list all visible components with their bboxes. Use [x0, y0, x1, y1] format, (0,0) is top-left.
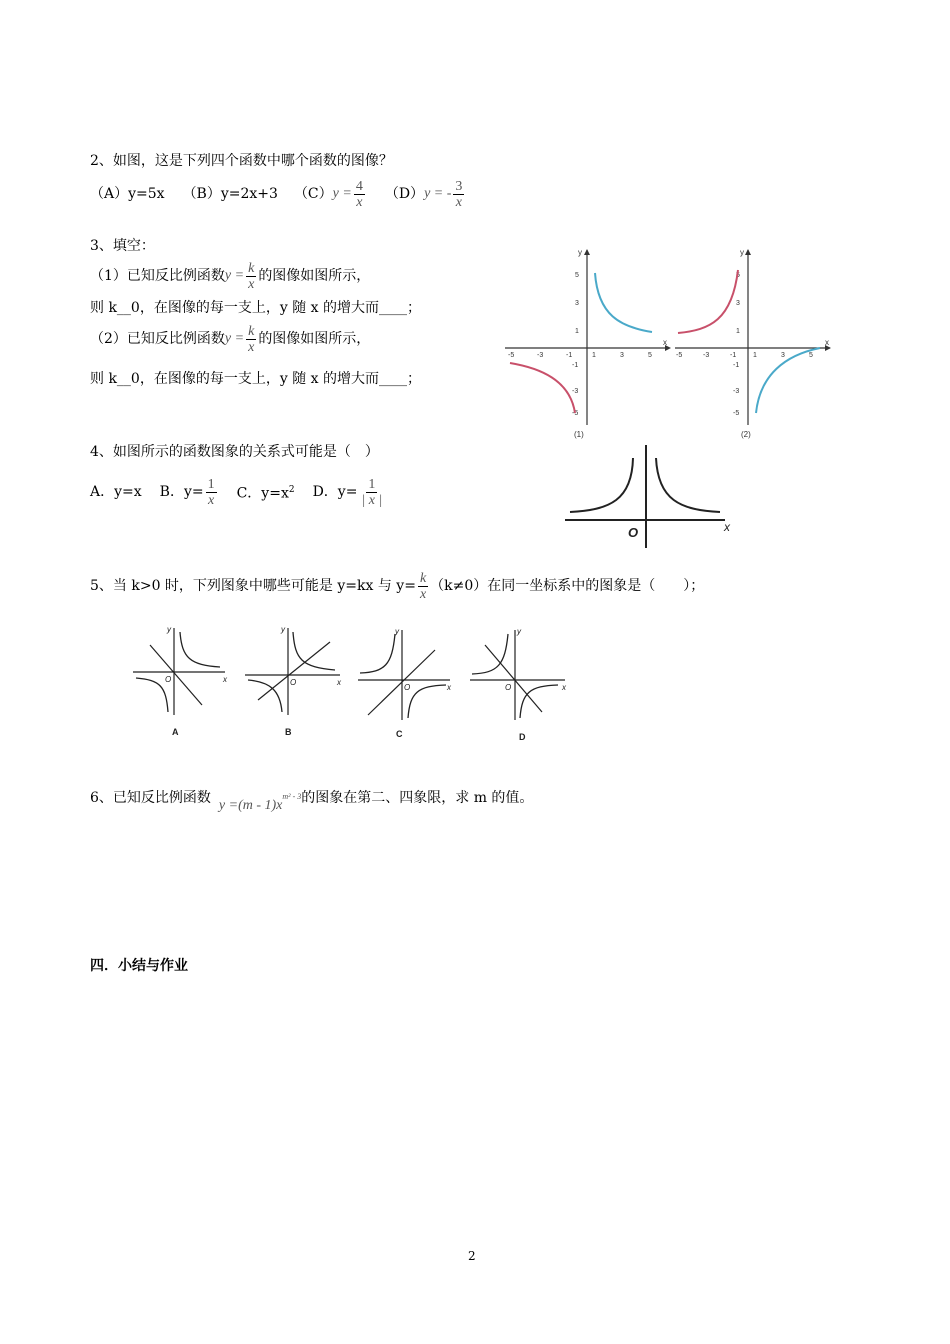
q2-options: [90, 172, 466, 216]
q5d-y-label: y: [517, 627, 521, 636]
q5d-label: D: [519, 732, 526, 742]
q4-x-label: x: [724, 520, 730, 534]
q5-stem: [90, 564, 704, 608]
q4-option-b: B．y=: [159, 484, 204, 500]
q5b-hyperbola-q1: [293, 632, 335, 670]
graph1-xtick-m1: -1: [566, 352, 573, 359]
q4-curve-right: [656, 458, 720, 512]
q3-graph-2: [675, 248, 831, 439]
q5b-line: [258, 642, 330, 700]
q5d-origin: O: [505, 683, 512, 692]
q2-stem: 2、如图，这是下列四个函数中哪个函数的图像？: [90, 153, 393, 169]
q5c-label: C: [396, 729, 403, 739]
graph1-curve-q1: [595, 273, 652, 332]
q5-graphs-figure: [130, 620, 580, 745]
q3-part2-lhs: y =: [224, 331, 245, 346]
q4-origin-label: O: [628, 525, 639, 540]
q5d-hyperbola-q4: [520, 685, 558, 718]
q3-part2-post: 的图像如图所示，: [258, 331, 371, 347]
q5c-x-label: x: [447, 683, 451, 692]
q3-part1-post: 的图像如图所示，: [258, 268, 371, 284]
graph2-xtick-3: 3: [781, 352, 785, 359]
q5a-y-label: y: [167, 625, 171, 634]
q3-part2-text: （2）已知反比例函数: [90, 331, 225, 347]
q3-part2-line2: 则 k__0，在图像的每一支上，y 随 x 的增大而____；: [90, 371, 421, 387]
graph2-ytick-3: 3: [736, 300, 740, 307]
q2-option-a: （A）y=5x: [90, 186, 165, 202]
q4-stem: 4、如图所示的函数图象的关系式可能是（ ）: [90, 444, 379, 460]
q5a-origin: O: [165, 675, 172, 684]
q6-text: 6、已知反比例函数: [90, 790, 211, 806]
q4-options: [90, 468, 386, 516]
q3-graphs-figure: [500, 245, 840, 445]
q2-option-c-fraction: $\frac{4}{x}$: [355, 178, 363, 210]
graph2-ytick-1: 1: [736, 328, 740, 335]
q5-stem-post: （k≠0）在同一坐标系中的图象是（ ）；: [430, 578, 705, 594]
q5b-y-label: y: [281, 625, 285, 634]
graph1-ytick-1: 1: [575, 328, 579, 335]
q5a-label: A: [172, 727, 179, 737]
q5a-hyperbola-q1: [180, 632, 220, 667]
graph2-curve-q2: [678, 270, 738, 333]
q5-graph-d: [470, 627, 567, 742]
q4-option-a: A．y=x: [90, 484, 142, 500]
q5-graph-a: [133, 625, 228, 737]
q5d-line: [485, 645, 542, 712]
graph2-xtick-1: 1: [753, 352, 757, 359]
q5c-y-label: y: [395, 627, 399, 636]
graph2-xtick-m3: -3: [703, 352, 710, 359]
graph1-ytick-m1: -1: [572, 362, 579, 369]
graph2-xtick-5: 5: [809, 352, 813, 359]
q3-part2-fraction: $\frac{k}{x}$: [248, 323, 255, 355]
graph2-ytick-m1: -1: [733, 362, 740, 369]
q5c-hyperbola-q2: [360, 634, 395, 673]
q3-part2: [90, 319, 370, 359]
q2-option-d-fraction: $\frac{3}{x}$: [455, 178, 463, 210]
graph1-x-label: x: [663, 338, 667, 347]
q5d-x-label: x: [562, 683, 566, 692]
graph1-xtick-3: 3: [620, 352, 624, 359]
q4-curve-left: [570, 458, 633, 512]
graph1-xtick-m5: -5: [508, 352, 515, 359]
graph1-y-label: y: [578, 248, 582, 257]
q3-part1-fraction: $\frac{k}{x}$: [248, 260, 255, 292]
graph2-ytick-5: 5: [736, 272, 740, 279]
q2-option-c-lhs: y =: [332, 186, 352, 201]
graph1-xtick-5: 5: [648, 352, 652, 359]
graph1-ytick-3: 3: [575, 300, 579, 307]
q6-formula: y =(m - 1)x: [218, 798, 283, 813]
q5b-x-label: x: [337, 678, 341, 687]
q6-line: [90, 783, 533, 813]
graph2-x-label: x: [825, 338, 829, 347]
q5-stem-fraction: $\frac{k}{x}$: [419, 570, 427, 602]
q2-option-c-label: （C）: [293, 186, 333, 202]
q2-option-b: （B）y=2x+3: [182, 186, 278, 202]
q4-option-b-fraction: $\frac{1}{x}$: [207, 476, 215, 508]
graph2-xtick-m5: -5: [676, 352, 683, 359]
graph2-caption: (2): [741, 430, 751, 439]
q5-stem-text: 5、当 k>0 时，下列图象中哪些可能是 y=kx 与 y=: [90, 578, 416, 594]
q2-option-d-label: （D）: [384, 186, 425, 202]
section4-title: 四．小结与作业: [90, 958, 188, 974]
q3-title: 3、填空：: [90, 238, 155, 254]
q3-part1-lhs: y =: [224, 268, 245, 283]
q4-graph: [560, 440, 740, 552]
q5a-line: [150, 645, 202, 705]
graph2-ytick-m5: -5: [733, 410, 740, 417]
q5b-origin: O: [290, 678, 297, 687]
q5c-origin: O: [404, 683, 411, 692]
page-number: 2: [468, 1249, 476, 1263]
q5c-hyperbola-q4: [408, 685, 446, 718]
graph1-xtick-m3: -3: [537, 352, 544, 359]
q3-graph-1: [505, 248, 671, 439]
q3-part1: [90, 256, 370, 296]
q6-exponent: m² - 3: [282, 792, 302, 801]
q4-option-d-fraction: $\frac{1}{| x |}$: [361, 476, 383, 508]
graph1-ytick-m3: -3: [572, 388, 579, 395]
graph2-xtick-m1: -1: [730, 352, 737, 359]
q6-post: 的图象在第二、四象限，求 m 的值。: [301, 790, 534, 806]
graph1-ytick-m5: -5: [572, 410, 579, 417]
graph2-ytick-m3: -3: [733, 388, 740, 395]
q5-graph-c: [358, 627, 452, 739]
q5a-x-label: x: [223, 675, 227, 684]
q4-option-d: D．y=: [312, 484, 358, 500]
q5d-hyperbola-q2: [472, 634, 508, 674]
graph1-xtick-1: 1: [592, 352, 596, 359]
graph1-curve-q3: [510, 363, 575, 413]
q3-part1-text: （1）已知反比例函数: [90, 268, 225, 284]
q3-part1-line2: 则 k__0，在图像的每一支上，y 随 x 的增大而____；: [90, 300, 421, 316]
q5a-hyperbola-q3: [136, 678, 168, 712]
q4-option-c: C．$y=x^2$: [236, 485, 295, 502]
q5-graph-b: [245, 625, 342, 737]
q5b-label: B: [285, 727, 292, 737]
graph1-caption: (1): [574, 430, 584, 439]
graph1-ytick-5: 5: [575, 272, 579, 279]
q2-option-d-lhs: y = -: [424, 186, 452, 201]
graph2-y-label: y: [740, 248, 744, 257]
